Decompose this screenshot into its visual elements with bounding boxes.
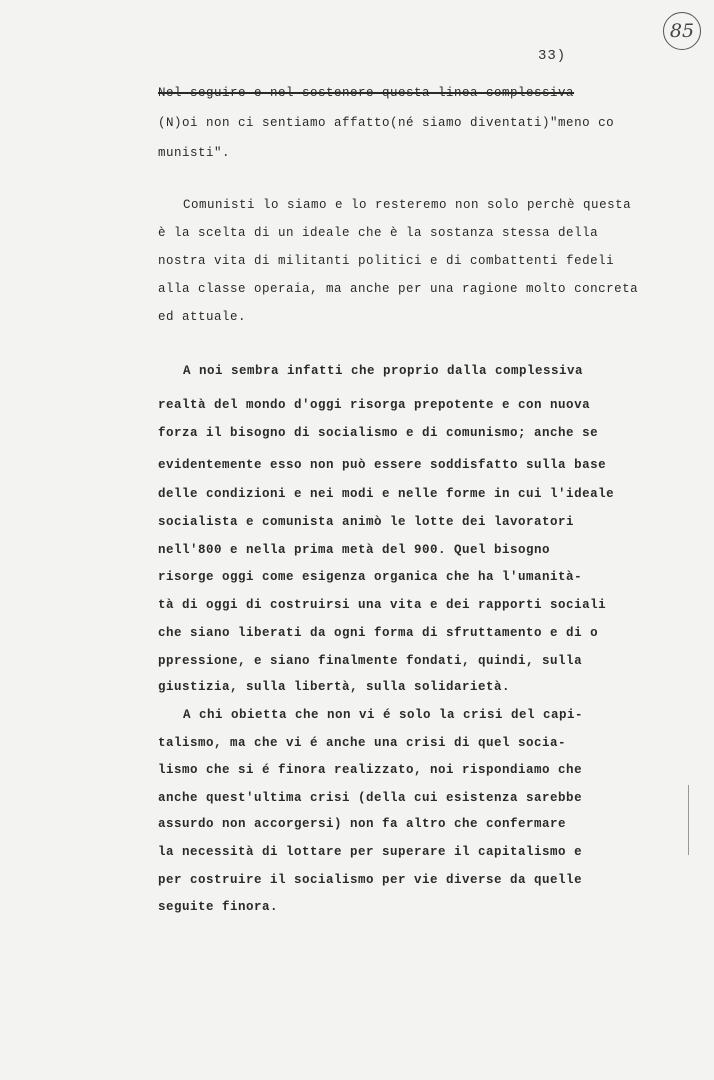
text-line: munisti".	[158, 146, 231, 160]
text-line: forza il bisogno di socialismo e di comunismo; anche se	[158, 426, 599, 440]
text-line: che siano liberati da ogni forma di sfruttamento e di o	[158, 626, 599, 640]
text-line: seguite finora.	[158, 900, 279, 914]
text-line: alla classe operaia, ma anche per una ragione molto concreta	[158, 282, 639, 296]
text-line: anche quest'ultima crisi (della cui esistenza sarebbe	[158, 791, 583, 805]
text-line: la necessità di lottare per superare il capitalismo e	[158, 845, 583, 859]
page-number: 33)	[538, 48, 567, 64]
text-line: (N)oi non ci sentiamo affatto(né siamo diventati)"meno co	[158, 116, 615, 130]
text-line: lismo che si é finora realizzato, noi rispondiamo che	[158, 763, 583, 777]
text-line: A chi obietta che non vi é solo la crisi del capi-	[183, 708, 584, 722]
text-line: ed attuale.	[158, 310, 247, 324]
text-line: ppressione, e siano finalmente fondati, quindi, sulla	[158, 654, 583, 668]
text-line: assurdo non accorgersi) non fa altro che confermare	[158, 817, 567, 831]
text-line: è la scelta di un ideale che è la sostanza stessa della	[158, 226, 599, 240]
text-line: A noi sembra infatti che proprio dalla complessiva	[183, 364, 584, 378]
text-line: socialista e comunista animò le lotte dei lavoratori	[158, 515, 575, 529]
text-line: Nel seguire e nel sostenere questa linea complessiva	[158, 86, 575, 100]
text-line: per costruire il socialismo per vie diverse da quelle	[158, 873, 583, 887]
text-line: risorge oggi come esigenza organica che ha l'umanità-	[158, 570, 583, 584]
text-line: tà di oggi di costruirsi una vita e dei rapporti sociali	[158, 598, 607, 612]
text-line: realtà del mondo d'oggi risorga prepotente e con nuova	[158, 398, 591, 412]
text-line: Comunisti lo siamo e lo resteremo non solo perchè questa	[183, 198, 632, 212]
page-stamp: 85	[663, 12, 701, 50]
text-line: delle condizioni e nei modi e nelle forme in cui l'ideale	[158, 487, 615, 501]
text-line: nell'800 e nella prima metà del 900. Quel bisogno	[158, 543, 551, 557]
text-line: nostra vita di militanti politici e di combattenti fedeli	[158, 254, 615, 268]
text-line: talismo, ma che vi é anche una crisi di quel socia-	[158, 736, 567, 750]
text-line: evidentemente esso non può essere soddisfatto sulla base	[158, 458, 607, 472]
margin-mark	[688, 785, 689, 855]
text-line: giustizia, sulla libertà, sulla solidarietà.	[158, 680, 511, 694]
